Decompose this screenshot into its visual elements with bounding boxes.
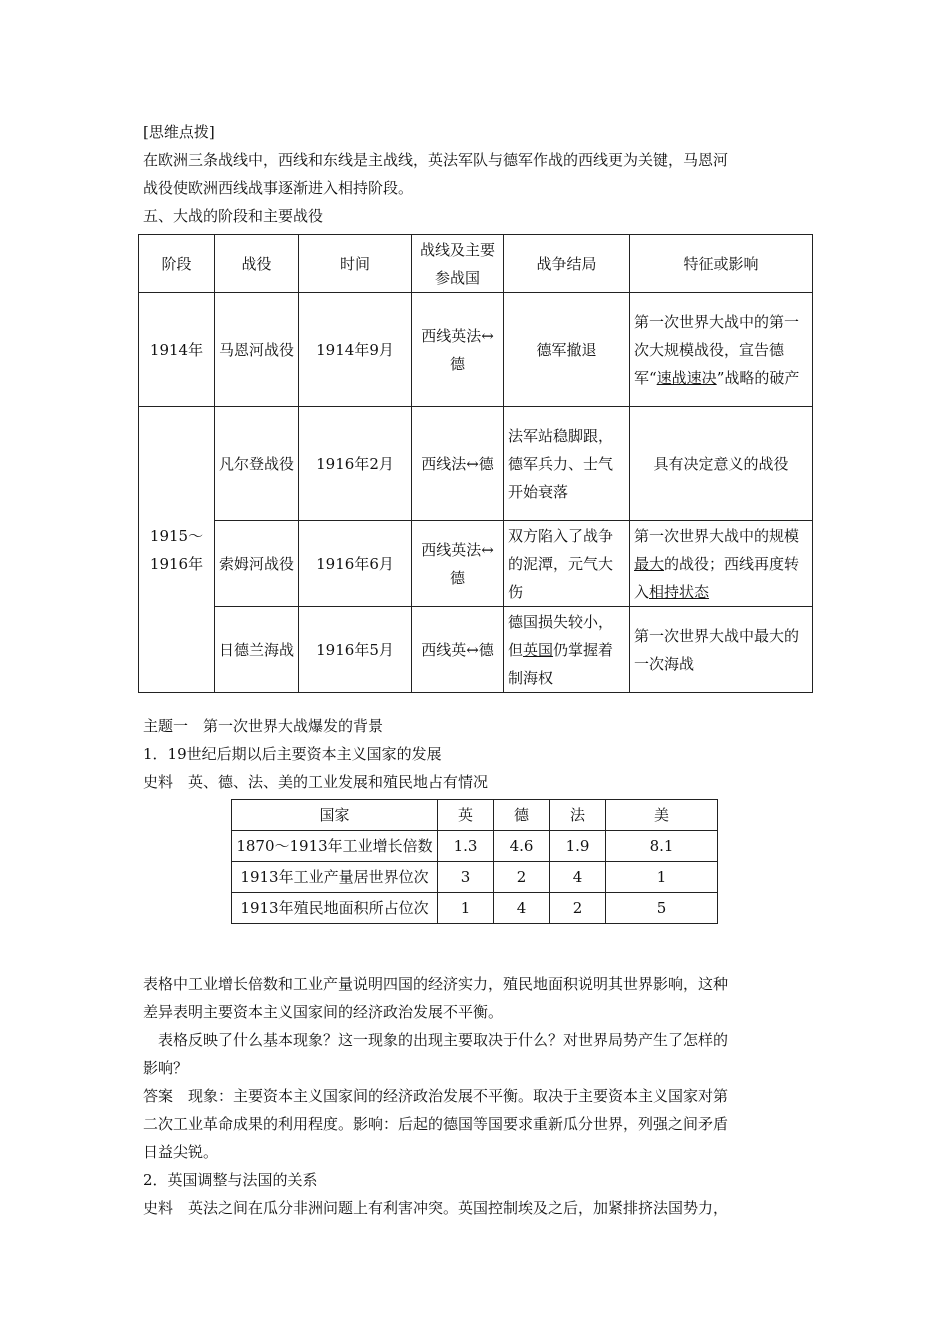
tip-text-line-2: 战役使欧洲西线战事逐渐进入相持阶段。: [143, 179, 414, 197]
cell-value: 3: [438, 862, 494, 893]
cell-value: 8.1: [606, 831, 718, 862]
stage-cell: 1915～1916年: [139, 407, 215, 693]
subsection-2-title: 2．英国调整与法国的关系: [143, 1171, 318, 1189]
header-front: 战线及主要参战国: [412, 235, 504, 293]
impact-underlined: 速战速决: [656, 368, 717, 387]
result-cell: 德军撤退: [504, 293, 630, 407]
impact-text: 第一次世界大战中的规模: [634, 526, 800, 545]
tip-label: [思维点拨]: [143, 123, 215, 141]
header-impact: 特征或影响: [630, 235, 813, 293]
front-cell: 西线英法↔德: [412, 293, 504, 407]
impact-text: 第一次世界大战中的第一次大规模战役，宣告德军“: [634, 312, 800, 387]
result-cell: 法军站稳脚跟，德军兵力、士气开始衰落: [504, 407, 630, 521]
front-cell: 西线英法↔德: [412, 521, 504, 607]
impact-text-mid: 的战役；西线再度转入: [634, 554, 800, 601]
table-row: [139, 521, 813, 607]
header-country: 国家: [232, 800, 438, 831]
source-1-text: 史料 英、德、法、美的工业发展和殖民地占有情况: [143, 773, 489, 791]
battle-cell: 索姆河战役: [215, 521, 299, 607]
row-label: 1913年工业产量居世界位次: [232, 862, 438, 893]
table-row: [232, 862, 718, 893]
section-title: 五、大战的阶段和主要战役: [143, 207, 324, 225]
cell-value: 4: [550, 862, 606, 893]
header-time: 时间: [299, 235, 412, 293]
result-text: 德国损失较小，但: [508, 612, 614, 659]
source-2-text: 史料 英法之间在瓜分非洲问题上有利害冲突。英国控制埃及之后，加紧排挤法国势力，: [143, 1199, 729, 1217]
battle-table-header: [139, 235, 813, 293]
impact-text-end: ”战略的破产: [716, 368, 800, 387]
cell-value: 1: [438, 893, 494, 924]
battle-cell: 凡尔登战役: [215, 407, 299, 521]
table-row: [232, 893, 718, 924]
result-cell: 双方陷入了战争的泥潭，元气大伤: [504, 521, 630, 607]
cell-value: 5: [606, 893, 718, 924]
answer-line-2: 二次工业革命成果的利用程度。影响：后起的德国等国要求重新瓜分世界，列强之间矛盾: [143, 1115, 729, 1133]
table-row: [232, 831, 718, 862]
header-stage: 阶段: [139, 235, 215, 293]
cell-value: 2: [550, 893, 606, 924]
table-row: [139, 293, 813, 407]
tip-text-line-1: 在欧洲三条战线中，西线和东线是主战线，英法军队与德军作战的西线更为关键，马恩河: [143, 151, 729, 169]
impact-cell: 具有决定意义的战役: [630, 407, 813, 521]
cell-value: 1.3: [438, 831, 494, 862]
header-germany: 德: [494, 800, 550, 831]
impact-underlined-2: 相持状态: [649, 582, 710, 601]
time-cell: 1916年6月: [299, 521, 412, 607]
impact-underlined: 最大: [634, 554, 665, 573]
time-cell: 1914年9月: [299, 293, 412, 407]
battle-table: [138, 234, 813, 693]
row-label: 1913年殖民地面积所占位次: [232, 893, 438, 924]
result-cell: [504, 607, 630, 693]
answer-line-3: 日益尖锐。: [143, 1143, 219, 1161]
analysis-line-2: 差异表明主要资本主义国家间的经济政治发展不平衡。: [143, 1003, 504, 1021]
stats-table-header: [232, 800, 718, 831]
header-france: 法: [550, 800, 606, 831]
impact-cell: [630, 521, 813, 607]
theme-title: 主题一 第一次世界大战爆发的背景: [143, 717, 384, 735]
cell-value: 2: [494, 862, 550, 893]
analysis-line-1: 表格中工业增长倍数和工业产量说明四国的经济实力，殖民地面积说明其世界影响，这种: [143, 975, 729, 993]
stats-table: [231, 799, 718, 924]
front-cell: 西线英↔德: [412, 607, 504, 693]
battle-cell: 马恩河战役: [215, 293, 299, 407]
header-result: 战争结局: [504, 235, 630, 293]
cell-value: 1: [606, 862, 718, 893]
time-cell: 1916年5月: [299, 607, 412, 693]
table-row: [139, 407, 813, 521]
question-line-1: 表格反映了什么基本现象？这一现象的出现主要取决于什么？对世界局势产生了怎样的: [158, 1031, 729, 1049]
result-underlined: 英国: [523, 640, 554, 659]
question-line-2: 影响？: [143, 1059, 189, 1077]
impact-cell: [630, 293, 813, 407]
battle-cell: 日德兰海战: [215, 607, 299, 693]
table-row: [139, 607, 813, 693]
result-text-end: 仍掌握着制海权: [508, 640, 614, 687]
cell-value: 4: [494, 893, 550, 924]
answer-line-1: 答案 现象：主要资本主义国家间的经济政治发展不平衡。取决于主要资本主义国家对第: [143, 1087, 729, 1105]
cell-value: 1.9: [550, 831, 606, 862]
impact-cell: 第一次世界大战中最大的一次海战: [630, 607, 813, 693]
header-britain: 英: [438, 800, 494, 831]
header-usa: 美: [606, 800, 718, 831]
cell-value: 4.6: [494, 831, 550, 862]
row-label: 1870～1913年工业增长倍数: [232, 831, 438, 862]
subsection-1-title: 1．19世纪后期以后主要资本主义国家的发展: [143, 745, 442, 763]
time-cell: 1916年2月: [299, 407, 412, 521]
stage-cell: 1914年: [139, 293, 215, 407]
front-cell: 西线法↔德: [412, 407, 504, 521]
header-battle: 战役: [215, 235, 299, 293]
